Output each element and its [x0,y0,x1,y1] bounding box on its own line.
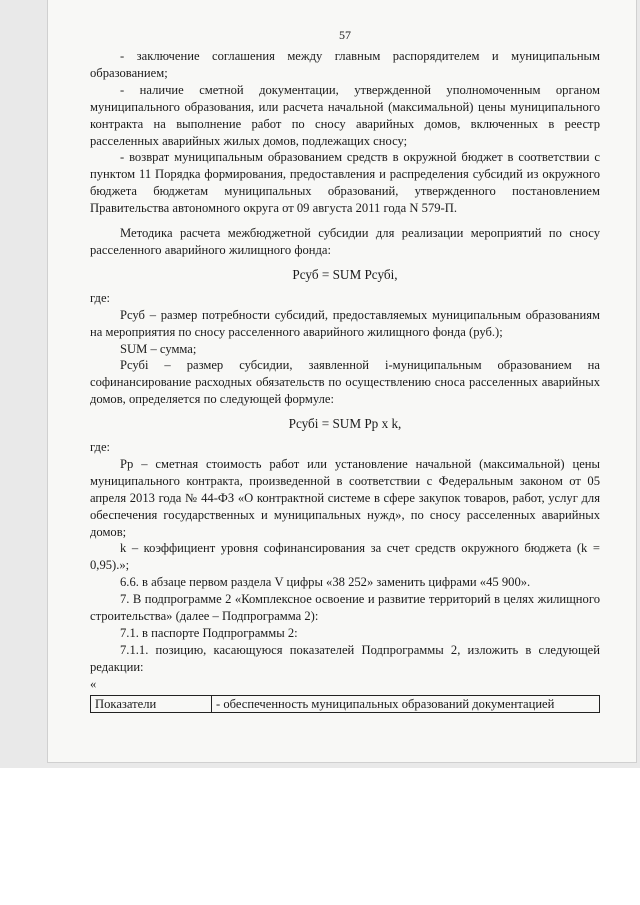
definition-rsub: Рсуб – размер потребности субсидий, предоставляемых муниципальным образованиям на мероприятия по сносу расселенного аварийного жилищного фонда (руб.); [90,307,600,339]
page-number: 57 [339,28,351,42]
table-row [91,695,600,712]
definition-rr: Рр – сметная стоимость работ или установление начальной (максимальной) цены муниципального контракта, произведенной в соответствии с Федеральным законом от 05 апреля 2013 года № 44-ФЗ «О контрактной системе в сфере закупок товаров, работ, услуг для обеспечения государственных и муниципальных нужд», по сносу расселенных аварийных домов; [90,456,600,539]
table-cell-value: - обеспеченность муниципальных образований документацией [212,695,600,712]
definition-k: k – коэффициент уровня софинансирования за счет средств окружного бюджета (k = 0,95).»; [90,541,600,573]
paragraph-7: 7. В подпрограмме 2 «Комплексное освоение и развитие территорий в целях жилищного строительства» (далее – Подпрограмма 2): [90,592,600,624]
document-page [48,0,636,762]
paragraph-7-1: 7.1. в паспорте Подпрограммы 2: [120,626,298,640]
where-label-2: где: [90,440,111,455]
definition-rsubi: Рсубi – размер субсидии, заявленной i-муниципальным образованием на софинансирование расходных обязательств по осуществлению сноса расселенных аварийных домов, определяется по следующей формуле: [90,358,600,407]
where-label-1: где: [90,290,111,305]
paragraph-agreement: - заключение соглашения между главным распорядителем и муниципальным образованием; [90,49,600,80]
paragraph-6-6: 6.6. в абзаце первом раздела V цифры «38 252» заменить цифрами «45 900». [120,575,531,590]
paragraph-method-intro: Методика расчета межбюджетной субсидии для реализации мероприятий по сносу расселенного аварийного жилищного фонда: [90,226,600,257]
open-quote: « [90,676,97,691]
formula-total-subsidy: Рсуб = SUM Рсубi, [292,266,398,282]
paragraph-refund: - возврат муниципальным образованием средств в окружной бюджет в соответствии с пунктом 11 Порядка формирования, предоставления и распределения субсидий из окружного бюджета бюджетам муниципальных образований, утвержденного постановлением Правительства автономного округа от 09 августа 2011 года N 579-П. [90,150,600,216]
formula-municipal-subsidy: Рсубi = SUM Рр x k, [288,416,402,432]
indicators-table [90,695,600,713]
paragraph-7-1-1: 7.1.1. позицию, касающуюся показателей Подпрограммы 2, изложить в следующей редакции: [90,642,600,674]
table-cell-label: Показатели [91,695,212,712]
paragraph-documentation: - наличие сметной документации, утвержденной уполномоченным органом муниципального образования, или расчета начальной (максимальной) цены муниципального контракта на выполнение работ по сносу аварийных домов, включенных в реестр расселенных аварийных жилых домов, подлежащих сносу; [90,82,600,148]
page-body [90,48,600,713]
definition-sum: SUM – сумма; [120,341,197,356]
